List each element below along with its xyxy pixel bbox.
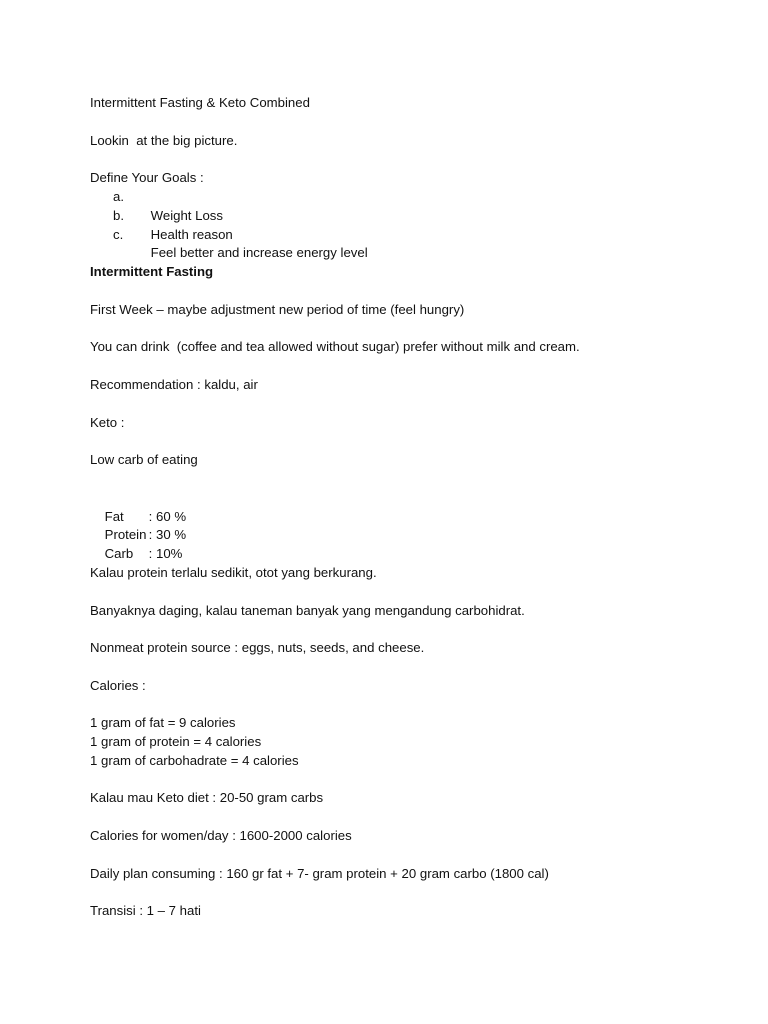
calories-heading: Calories : [90, 677, 146, 693]
goals-heading: Define Your Goals : [90, 170, 204, 186]
calorie-fact: 1 gram of protein = 4 calories [90, 734, 262, 750]
list-marker: c. [113, 226, 124, 242]
macro-value: : 60 % [148, 508, 187, 524]
spacer [90, 658, 730, 677]
document-page [90, 94, 730, 921]
spacer [90, 150, 730, 169]
women-calories-text: Calories for women/day : 1600-2000 calories [90, 828, 352, 844]
recommendation-text: Recommendation : kaldu, air [90, 376, 258, 392]
spacer [90, 470, 730, 489]
intermittent-fasting-heading: Intermittent Fasting [90, 264, 214, 280]
spacer [90, 113, 730, 132]
calorie-fact: 1 gram of fat = 9 calories [90, 715, 236, 731]
goal-item [90, 207, 730, 242]
spacer [90, 696, 730, 715]
goal-text: Weight Loss [150, 207, 223, 223]
macro-row [90, 489, 730, 524]
macro-value: : 10% [148, 546, 183, 562]
spacer [90, 808, 730, 827]
list-marker: b. [113, 207, 124, 223]
spacer [90, 357, 730, 376]
list-marker: a. [113, 188, 124, 204]
document-title: Intermittent Fasting & Keto Combined [90, 95, 310, 110]
macro-row [90, 526, 730, 562]
spacer [90, 282, 730, 301]
intro-text: Lookin at the big picture. [90, 132, 238, 148]
drink-text: You can drink (coffee and tea allowed without sugar) prefer without milk and cream. [90, 339, 580, 355]
low-carb-text: Low carb of eating [90, 452, 198, 468]
spacer [90, 883, 730, 902]
meat-note: Banyaknya daging, kalau taneman banyak yang mengandung carbohidrat. [90, 602, 525, 618]
macro-label: Carb [104, 546, 134, 562]
macro-row [90, 508, 730, 543]
spacer [90, 620, 730, 639]
spacer [90, 432, 730, 451]
spacer [90, 846, 730, 865]
keto-diet-text: Kalau mau Keto diet : 20-50 gram carbs [90, 790, 324, 806]
spacer [90, 771, 730, 790]
transisi-text: Transisi : 1 – 7 hati [90, 903, 201, 919]
keto-heading: Keto : [90, 414, 125, 430]
calorie-fact: 1 gram of carbohadrate = 4 calories [90, 752, 299, 768]
macro-value: : 30 % [148, 527, 187, 543]
first-week-text: First Week – maybe adjustment new period of time (feel hungry) [90, 301, 465, 317]
macro-label: Fat [104, 508, 124, 524]
spacer [90, 583, 730, 602]
protein-note: Kalau protein terlalu sedikit, otot yang berkurang. [90, 564, 377, 580]
goal-item [90, 188, 730, 223]
nonmeat-protein-text: Nonmeat protein source : eggs, nuts, seeds, and cheese. [90, 640, 425, 656]
spacer [90, 545, 730, 564]
goal-text: Feel better and increase energy level [150, 245, 368, 261]
goal-text: Health reason [150, 226, 233, 242]
daily-plan-text: Daily plan consuming : 160 gr fat + 7- gram protein + 20 gram carbo (1800 cal) [90, 865, 549, 881]
macro-label: Protein [104, 527, 147, 543]
spacer [90, 320, 730, 339]
spacer [90, 395, 730, 414]
goal-item [90, 226, 730, 261]
